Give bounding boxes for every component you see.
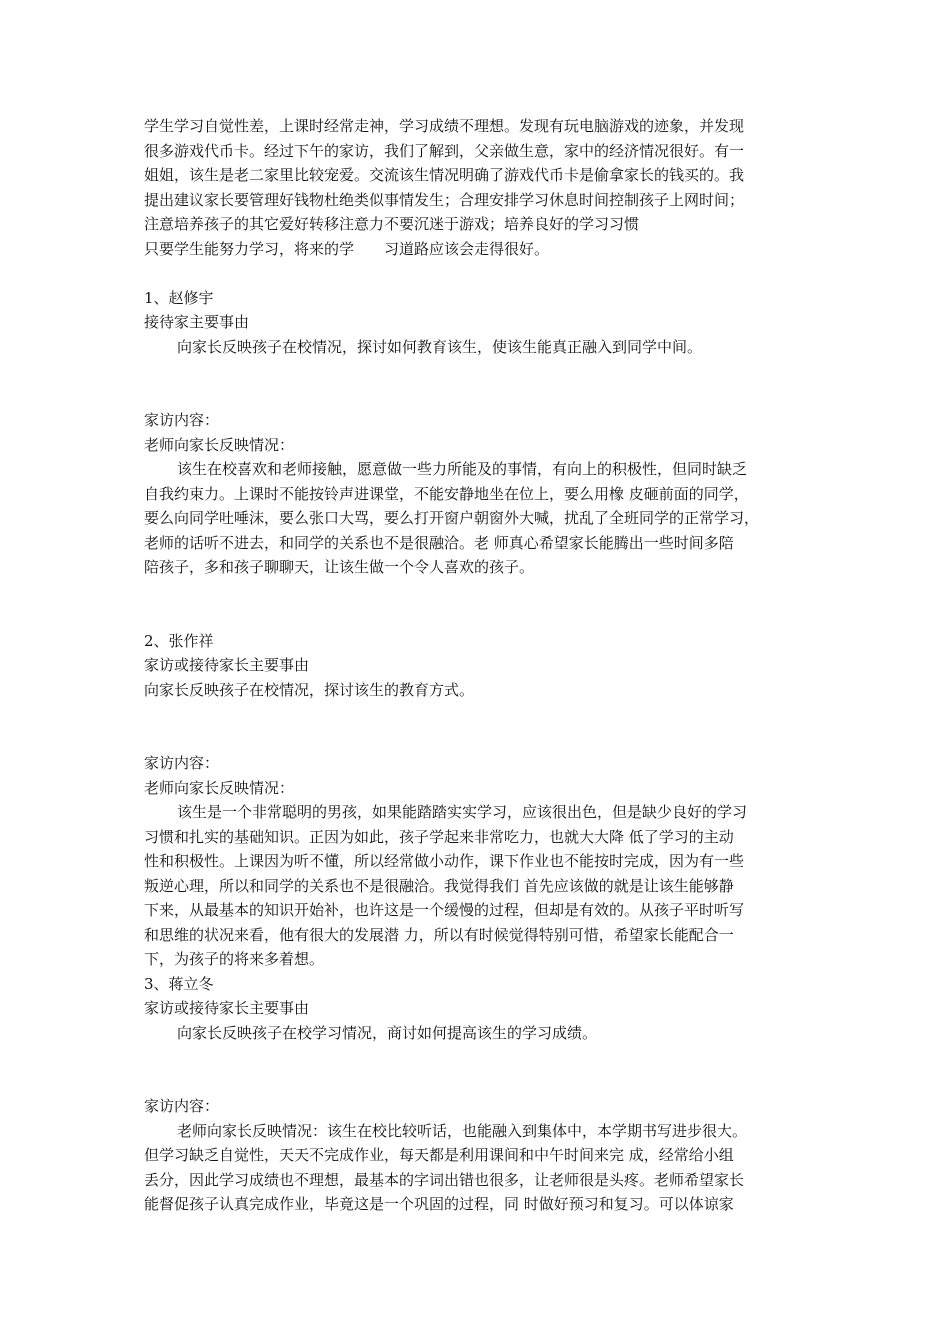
case-heading: 2、张作祥 <box>144 631 214 650</box>
case-heading: 1、赵修宇 <box>144 288 214 307</box>
feedback-line: 能督促孩子认真完成作业，毕竟这是一个巩固的过程，同 时做好预习和复习。可以体谅家 <box>144 1195 734 1213</box>
content-label: 家访内容： <box>144 1097 220 1115</box>
reason-label: 家访或接待家长主要事由 <box>144 656 310 674</box>
intro-line: 很多游戏代币卡。经过下午的家访，我们了解到，父亲做生意，家中的经济情况很好。有一 <box>144 141 745 160</box>
feedback-line: 陪孩子，多和孩子聊聊天，让该生做一个令人喜欢的孩子。 <box>144 558 535 576</box>
spacer <box>144 359 814 408</box>
intro-line: 注意培养孩子的其它爱好转移注意力不要沉迷于游戏；培养良好的学习习惯 <box>144 215 640 233</box>
feedback-line: 该生在校喜欢和老师接触，愿意做一些力所能及的事情，有向上的积极性，但同时缺乏 <box>177 460 748 478</box>
case-1-section <box>144 286 814 580</box>
feedback-label: 老师向家长反映情况： <box>144 778 295 797</box>
spacer <box>144 702 814 751</box>
feedback-line: 老师的话听不进去，和同学的关系也不是很融洽。老 师真心希望家长能腾出一些时间多陪 <box>144 533 734 552</box>
feedback-line: 老师向家长反映情况：该生在校比较听话，也能融入到集体中，本学期书写进步很大。 <box>177 1121 748 1140</box>
spacer <box>144 1045 814 1094</box>
feedback-line: 和思维的状况来看，他有很大的发展潜 力，所以有时候觉得特别可惜，希望家长能配合一 <box>144 925 734 944</box>
intro-paragraph <box>144 114 814 261</box>
feedback-line: 要么向同学吐唾沫，要么张口大骂，要么打开窗户朝窗外大喊，扰乱了全班同学的正常学习， <box>144 509 760 527</box>
feedback-line: 性和积极性。上课因为听不懂，所以经常做小动作，课下作业也不能按时完成，因为有一些 <box>144 852 745 870</box>
feedback-line: 自我约束力。上课时不能按铃声进课堂，不能安静地坐在位上，要么用橡 皮砸前面的同学， <box>144 484 749 503</box>
reason-label: 家访或接待家长主要事由 <box>144 999 310 1017</box>
content-label: 家访内容： <box>144 754 220 772</box>
reason-text: 向家长反映孩子在校情况，探讨如何教育该生，使该生能真正融入到同学中间。 <box>177 337 703 356</box>
feedback-line: 叛逆心理，所以和同学的关系也不是很融洽。我觉得我们 首先应该做的就是让该生能够静 <box>144 876 734 895</box>
intro-line: 学生学习自觉性差，上课时经常走神，学习成绩不理想。发现有玩电脑游戏的迹象，并发现 <box>144 117 745 135</box>
feedback-line: 下来，从最基本的知识开始补，也许这是一个缓慢的过程，但却是有效的。从孩子平时听写 <box>144 901 745 919</box>
intro-line: 只要学生能努力学习，将来的学 习道路应该会走得很好。 <box>144 239 550 258</box>
feedback-line: 习惯和扎实的基础知识。正因为如此，孩子学起来非常吃力，也就大大降 低了学习的主动 <box>144 827 734 846</box>
spacer <box>144 580 814 629</box>
feedback-label: 老师向家长反映情况： <box>144 435 295 454</box>
case-3-section <box>144 972 814 1217</box>
feedback-line: 但学习缺乏自觉性，天天不完成作业，每天都是利用课间和中午时间来完 成，经常给小组 <box>144 1146 734 1164</box>
reason-label: 接待家主要事由 <box>144 313 250 331</box>
intro-line: 姐姐，该生是老二家里比较宠爱。交流该生情况明确了游戏代币卡是偷拿家长的钱买的。我 <box>144 166 745 184</box>
reason-text: 向家长反映孩子在校学习情况，商讨如何提高该生的学习成绩。 <box>177 1023 598 1042</box>
feedback-line: 下，为孩子的将来多着想。 <box>144 950 325 968</box>
case-heading: 3、蒋立冬 <box>144 974 214 993</box>
spacer <box>144 261 814 286</box>
document-page <box>144 114 814 1217</box>
reason-text: 向家长反映孩子在校情况，探讨该生的教育方式。 <box>144 680 475 699</box>
feedback-line: 丢分，因此学习成绩也不理想，最基本的字词出错也很多，让老师很是头疼。老师希望家长 <box>144 1170 745 1189</box>
feedback-line: 该生是一个非常聪明的男孩，如果能踏踏实实学习，应该很出色，但是缺少良好的学习 <box>177 803 748 821</box>
content-label: 家访内容： <box>144 411 220 429</box>
intro-line: 提出建议家长要管理好钱物杜绝类似事情发生；合理安排学习休息时间控制孩子上网时间； <box>144 190 745 209</box>
case-2-section <box>144 629 814 972</box>
